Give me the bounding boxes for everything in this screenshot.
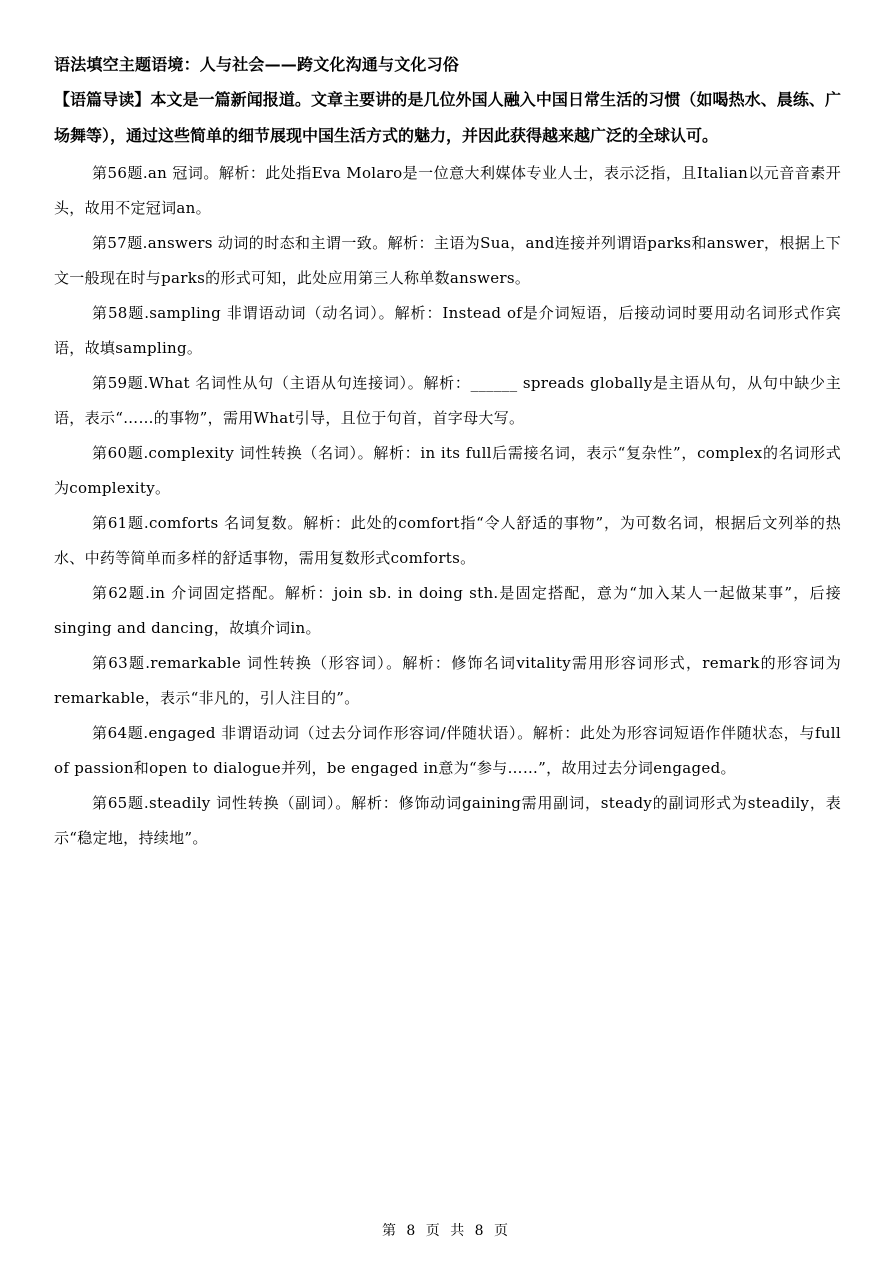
page-footer: 第 8 页 共 8 页 [381,1223,512,1239]
answer-63: 第63题.remarkable 词性转换（形容词）。解析：修饰名词vitality需用形容词形式，remark的形容词为remarkable，表示“非凡的，引人注目的”。 [54,654,841,707]
answer-60: 第60题.complexity 词性转换（名词）。解析：in its full后需接名词，表示“复杂性”，complex的名词形式为complexity。 [54,444,841,497]
answer-64: 第64题.engaged 非谓语动词（过去分词作形容词/伴随状语）。解析：此处为形容词短语作伴随状态，与full of passion和open to dialogue并列，be engaged in意为“参与……”，故用过去分词engaged。 [54,724,841,777]
answer-59: 第59题.What 名词性从句（主语从句连接词）。解析：______ spreads globally是主语从句，从句中缺少主语，表示“……的事物”，需用What引导，且位于句首，首字母大写。 [54,374,841,427]
answer-56: 第56题.an 冠词。解析：此处指Eva Molaro是一位意大利媒体专业人士，表示泛指，且Italian以元音音素开头，故用不定冠词an。 [54,164,841,217]
answer-58: 第58题.sampling 非谓语动词（动名词）。解析：Instead of是介词短语，后接动词时要用动名词形式作宾语，故填sampling。 [54,304,841,357]
answer-61: 第61题.comforts 名词复数。解析：此处的comfort指“令人舒适的事物”，为可数名词，根据后文列举的热水、中药等简单而多样的舒适事物，需用复数形式comforts。 [54,514,841,567]
document-body [54,52,841,856]
passage-intro: 【语篇导读】本文是一篇新闻报道。文章主要讲的是几位外国人融入中国日常生活的习惯（如喝热水、晨练、广场舞等），通过这些简单的细节展现中国生活方式的魅力，并因此获得越来越广泛的全球认可。 [54,90,841,145]
topic-heading: 语法填空主题语境：人与社会——跨文化沟通与文化习俗 [54,55,460,74]
answer-57: 第57题.answers 动词的时态和主谓一致。解析：主语为Sua，and连接并列谓语parks和answer，根据上下文一般现在时与parks的形式可知，此处应用第三人称单数answers。 [54,234,841,287]
answer-65: 第65题.steadily 词性转换（副词）。解析：修饰动词gaining需用副词，steady的副词形式为steadily，表示“稳定地，持续地”。 [54,794,841,847]
answer-62: 第62题.in 介词固定搭配。解析：join sb. in doing sth.是固定搭配，意为“加入某人一起做某事”，后接singing and dancing，故填介词in。 [54,584,841,637]
